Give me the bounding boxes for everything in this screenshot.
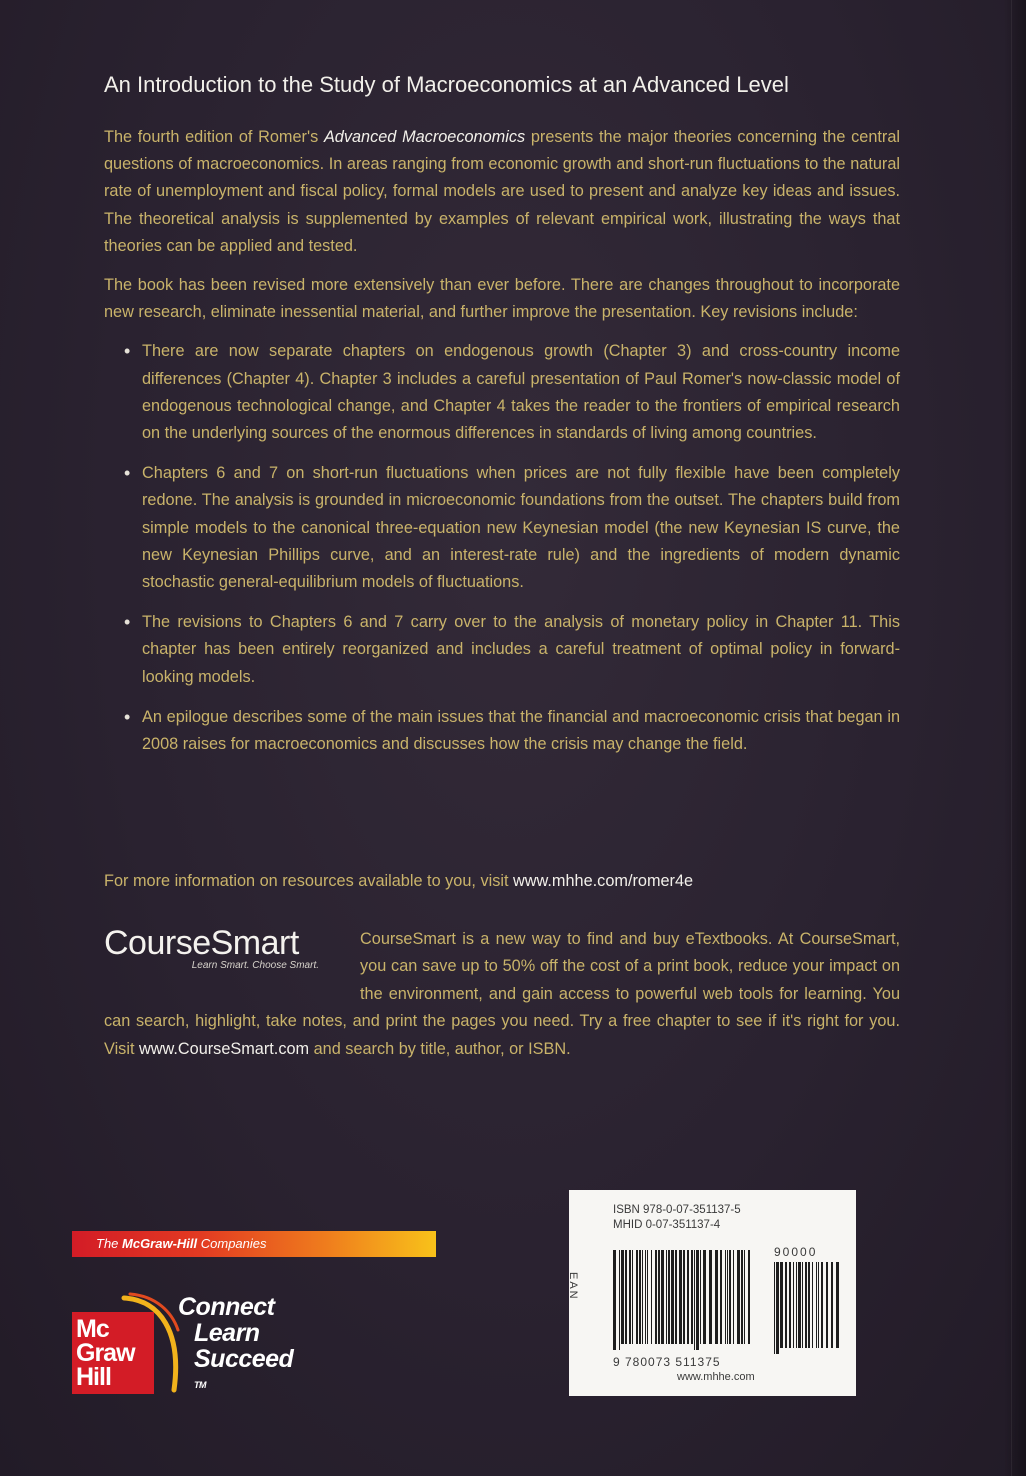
barcode-bar: [727, 1250, 728, 1344]
bullet-icon: •: [124, 612, 131, 633]
barcode-bar: [683, 1250, 685, 1344]
barcode-bar: [636, 1250, 638, 1344]
resources-url: www.mhhe.com/romer4e: [513, 872, 694, 890]
barcode-bar: [812, 1262, 813, 1348]
barcode-bar: [645, 1250, 646, 1344]
barcode-bar: [733, 1250, 734, 1344]
barcode-bar: [725, 1250, 726, 1344]
barcode-bar: [798, 1262, 801, 1348]
mcgraw-hill-companies-bar: [72, 1231, 436, 1257]
barcode-bar: [831, 1262, 833, 1348]
barcode-bar: [647, 1250, 648, 1344]
more-info-text: For more information on resources available to you, visit: [104, 872, 514, 890]
barcode-bar: [785, 1262, 787, 1348]
barcode-bar: [780, 1262, 783, 1348]
coursesmart-logo-wordmark: CourseSmart: [104, 924, 299, 962]
barcode-bar: [737, 1250, 740, 1344]
trademark-mark: TM: [194, 1380, 206, 1390]
coursesmart-text: CourseSmart is a new way to find and buy eTextbooks. At CourseSmart, you can save up to 50% off the cost of a print book, reduce your impact on the environment, and gain access to powerful web tools for learning. You can search, highlight, take notes, and print the pages you need. Try a free chapter to see if it's right for you. Visit: [104, 930, 900, 1058]
coursesmart-logo-tagline: Learn Smart. Choose Smart.: [191, 960, 319, 971]
tagline-line: Connect: [178, 1293, 275, 1321]
tagline-last-word: Succeed: [194, 1345, 294, 1373]
cover-edge-line: [1011, 0, 1012, 1476]
barcode-digits: 9 780073 511375: [613, 1355, 721, 1369]
barcode-bar: [675, 1250, 677, 1344]
barcode-bar: [808, 1262, 810, 1348]
barcode-bar: [709, 1250, 712, 1344]
barcode-bar: [639, 1250, 641, 1344]
list-item: [104, 338, 900, 447]
logo-line: Hill: [76, 1363, 111, 1391]
bar-prefix: The: [96, 1236, 123, 1251]
barcode-bar: [741, 1250, 743, 1344]
barcode-bar: [821, 1262, 823, 1348]
barcode-bar: [666, 1250, 667, 1344]
barcode-bar: [720, 1250, 722, 1344]
list-item-text: There are now separate chapters on endogenous growth (Chapter 3) and cross-country income differences (Chapter 4). Chapter 3 includes a careful presentation of Paul Romer's now-classic model of endogenous technological change, and Chapter 4 takes the reader to the frontiers of empirical research on the underlying sources of the enormous differences in standards of living among countries.: [142, 342, 900, 443]
list-item: [104, 704, 900, 758]
ean-label: EAN: [567, 1272, 579, 1301]
barcode-bar: [621, 1250, 624, 1344]
barcode-addon-icon: [774, 1262, 842, 1360]
barcode-bar: [691, 1250, 693, 1344]
cover-heading: An Introduction to the Study of Macroeconomics at an Advanced Level: [104, 72, 789, 97]
barcode-bar: [715, 1250, 718, 1344]
logo-line: Graw: [76, 1339, 135, 1367]
book-title: Advanced Macroeconomics: [323, 128, 526, 146]
barcode-bar: [818, 1262, 819, 1348]
barcode-bar: [632, 1250, 633, 1344]
barcode-bar: [700, 1250, 701, 1344]
barcode-bar: [671, 1250, 674, 1344]
list-item: [104, 460, 900, 596]
barcode-bar: [613, 1250, 616, 1350]
barcode-bar: [805, 1262, 807, 1348]
barcode-bar: [694, 1250, 695, 1350]
barcode-bar: [625, 1250, 627, 1344]
logo-line: Mc: [76, 1315, 109, 1343]
bar-company-name: McGraw-Hill: [122, 1236, 198, 1251]
barcode-bar: [789, 1262, 791, 1348]
barcode-bar: [748, 1250, 750, 1344]
mcgraw-hill-companies-label: [96, 1236, 267, 1251]
cover-edge-shadow: [1004, 0, 1026, 1476]
tagline-line: [178, 1346, 293, 1402]
bar-suffix: Companies: [197, 1236, 267, 1251]
barcode-url: www.mhhe.com: [677, 1371, 755, 1383]
barcode-bar: [642, 1250, 643, 1344]
barcode-bar: [816, 1262, 817, 1348]
more-info-line: [104, 868, 900, 895]
revisions-list: [104, 338, 900, 758]
list-item-text: Chapters 6 and 7 on short-run fluctuations when prices are not fully flexible have been completely redone. The analysis is grounded in microeconomic foundations from the outset. The chapters build from simple models to the canonical three-equation new Keynesian model (the new Keynesian IS curve, the new Keynesian Phillips curve, and an interest-rate rule) and the ingredients of modern dynamic stochastic general-equilibrium models of fluctuations.: [142, 464, 900, 592]
list-item: [104, 609, 900, 691]
barcode-bar: [802, 1262, 803, 1348]
list-item-text: The revisions to Chapters 6 and 7 carry over to the analysis of monetary policy in Chapter 11. This chapter has been entirely reorganized and includes a careful treatment of optimal policy in forward-looking models.: [142, 613, 900, 686]
tagline-line: Learn: [194, 1319, 260, 1347]
barcode-bar: [655, 1250, 657, 1344]
mhid-text: MHID 0-07-351137-4: [613, 1219, 721, 1231]
coursesmart-logo: [104, 926, 344, 982]
barcode-bar: [668, 1250, 670, 1344]
barcode-bar: [629, 1250, 631, 1344]
barcode-bar: [651, 1250, 652, 1344]
coursesmart-url: www.CourseSmart.com: [139, 1039, 310, 1058]
intro-text-start: The fourth edition of Romer's: [104, 128, 324, 146]
bullet-icon: •: [124, 341, 131, 362]
barcode-bar: [703, 1250, 706, 1344]
intro-text-end: presents the major theories concerning the central questions of macroeconomics. In areas ranging from economic growth and short-run fluctuations to the natural rate of unemployment and fiscal policy, formal models are used to present and analyze key ideas and issues. The theoretical analysis is supplemented by examples of relevant empirical work, illustrating the ways that theories can be applied and tested.: [104, 128, 900, 255]
publisher-tagline: [178, 1294, 293, 1402]
barcode-bar: [793, 1262, 794, 1348]
bullet-icon: •: [124, 706, 131, 727]
intro-paragraph: [104, 124, 900, 260]
coursesmart-section: [104, 926, 900, 1063]
barcode-label: [569, 1190, 856, 1396]
barcode-icon: [613, 1250, 753, 1350]
barcode-bar: [687, 1250, 689, 1344]
cover-description: [104, 124, 900, 771]
coursesmart-text-end: and search by title, author, or ISBN.: [309, 1039, 571, 1058]
barcode-bar: [679, 1250, 682, 1344]
barcode-bar: [729, 1250, 731, 1344]
barcode-bar: [696, 1250, 699, 1350]
barcode-bar: [826, 1262, 828, 1348]
mcgraw-hill-logo: [72, 1312, 154, 1394]
list-item-text: An epilogue describes some of the main issues that the financial and macroeconomic crisis that began in 2008 raises for macroeconomics and discusses how the crisis may change the field.: [142, 707, 900, 754]
barcode-bar: [836, 1262, 839, 1348]
bullet-icon: •: [124, 463, 131, 484]
barcode-bar: [776, 1262, 779, 1354]
isbn-text: ISBN 978-0-07-351137-5: [613, 1204, 741, 1216]
barcode-bar: [619, 1250, 620, 1350]
barcode-bar: [658, 1250, 660, 1344]
barcode-addon-digits: 90000: [774, 1245, 818, 1259]
barcode-bar: [661, 1250, 664, 1344]
barcode-bar: [774, 1262, 775, 1354]
barcode-bar: [744, 1250, 745, 1344]
barcode-bar: [796, 1262, 797, 1348]
revised-paragraph: The book has been revised more extensively than ever before. There are changes throughout to incorporate new research, eliminate inessential material, and further improve the presentation. Key revisions include:: [104, 276, 900, 322]
